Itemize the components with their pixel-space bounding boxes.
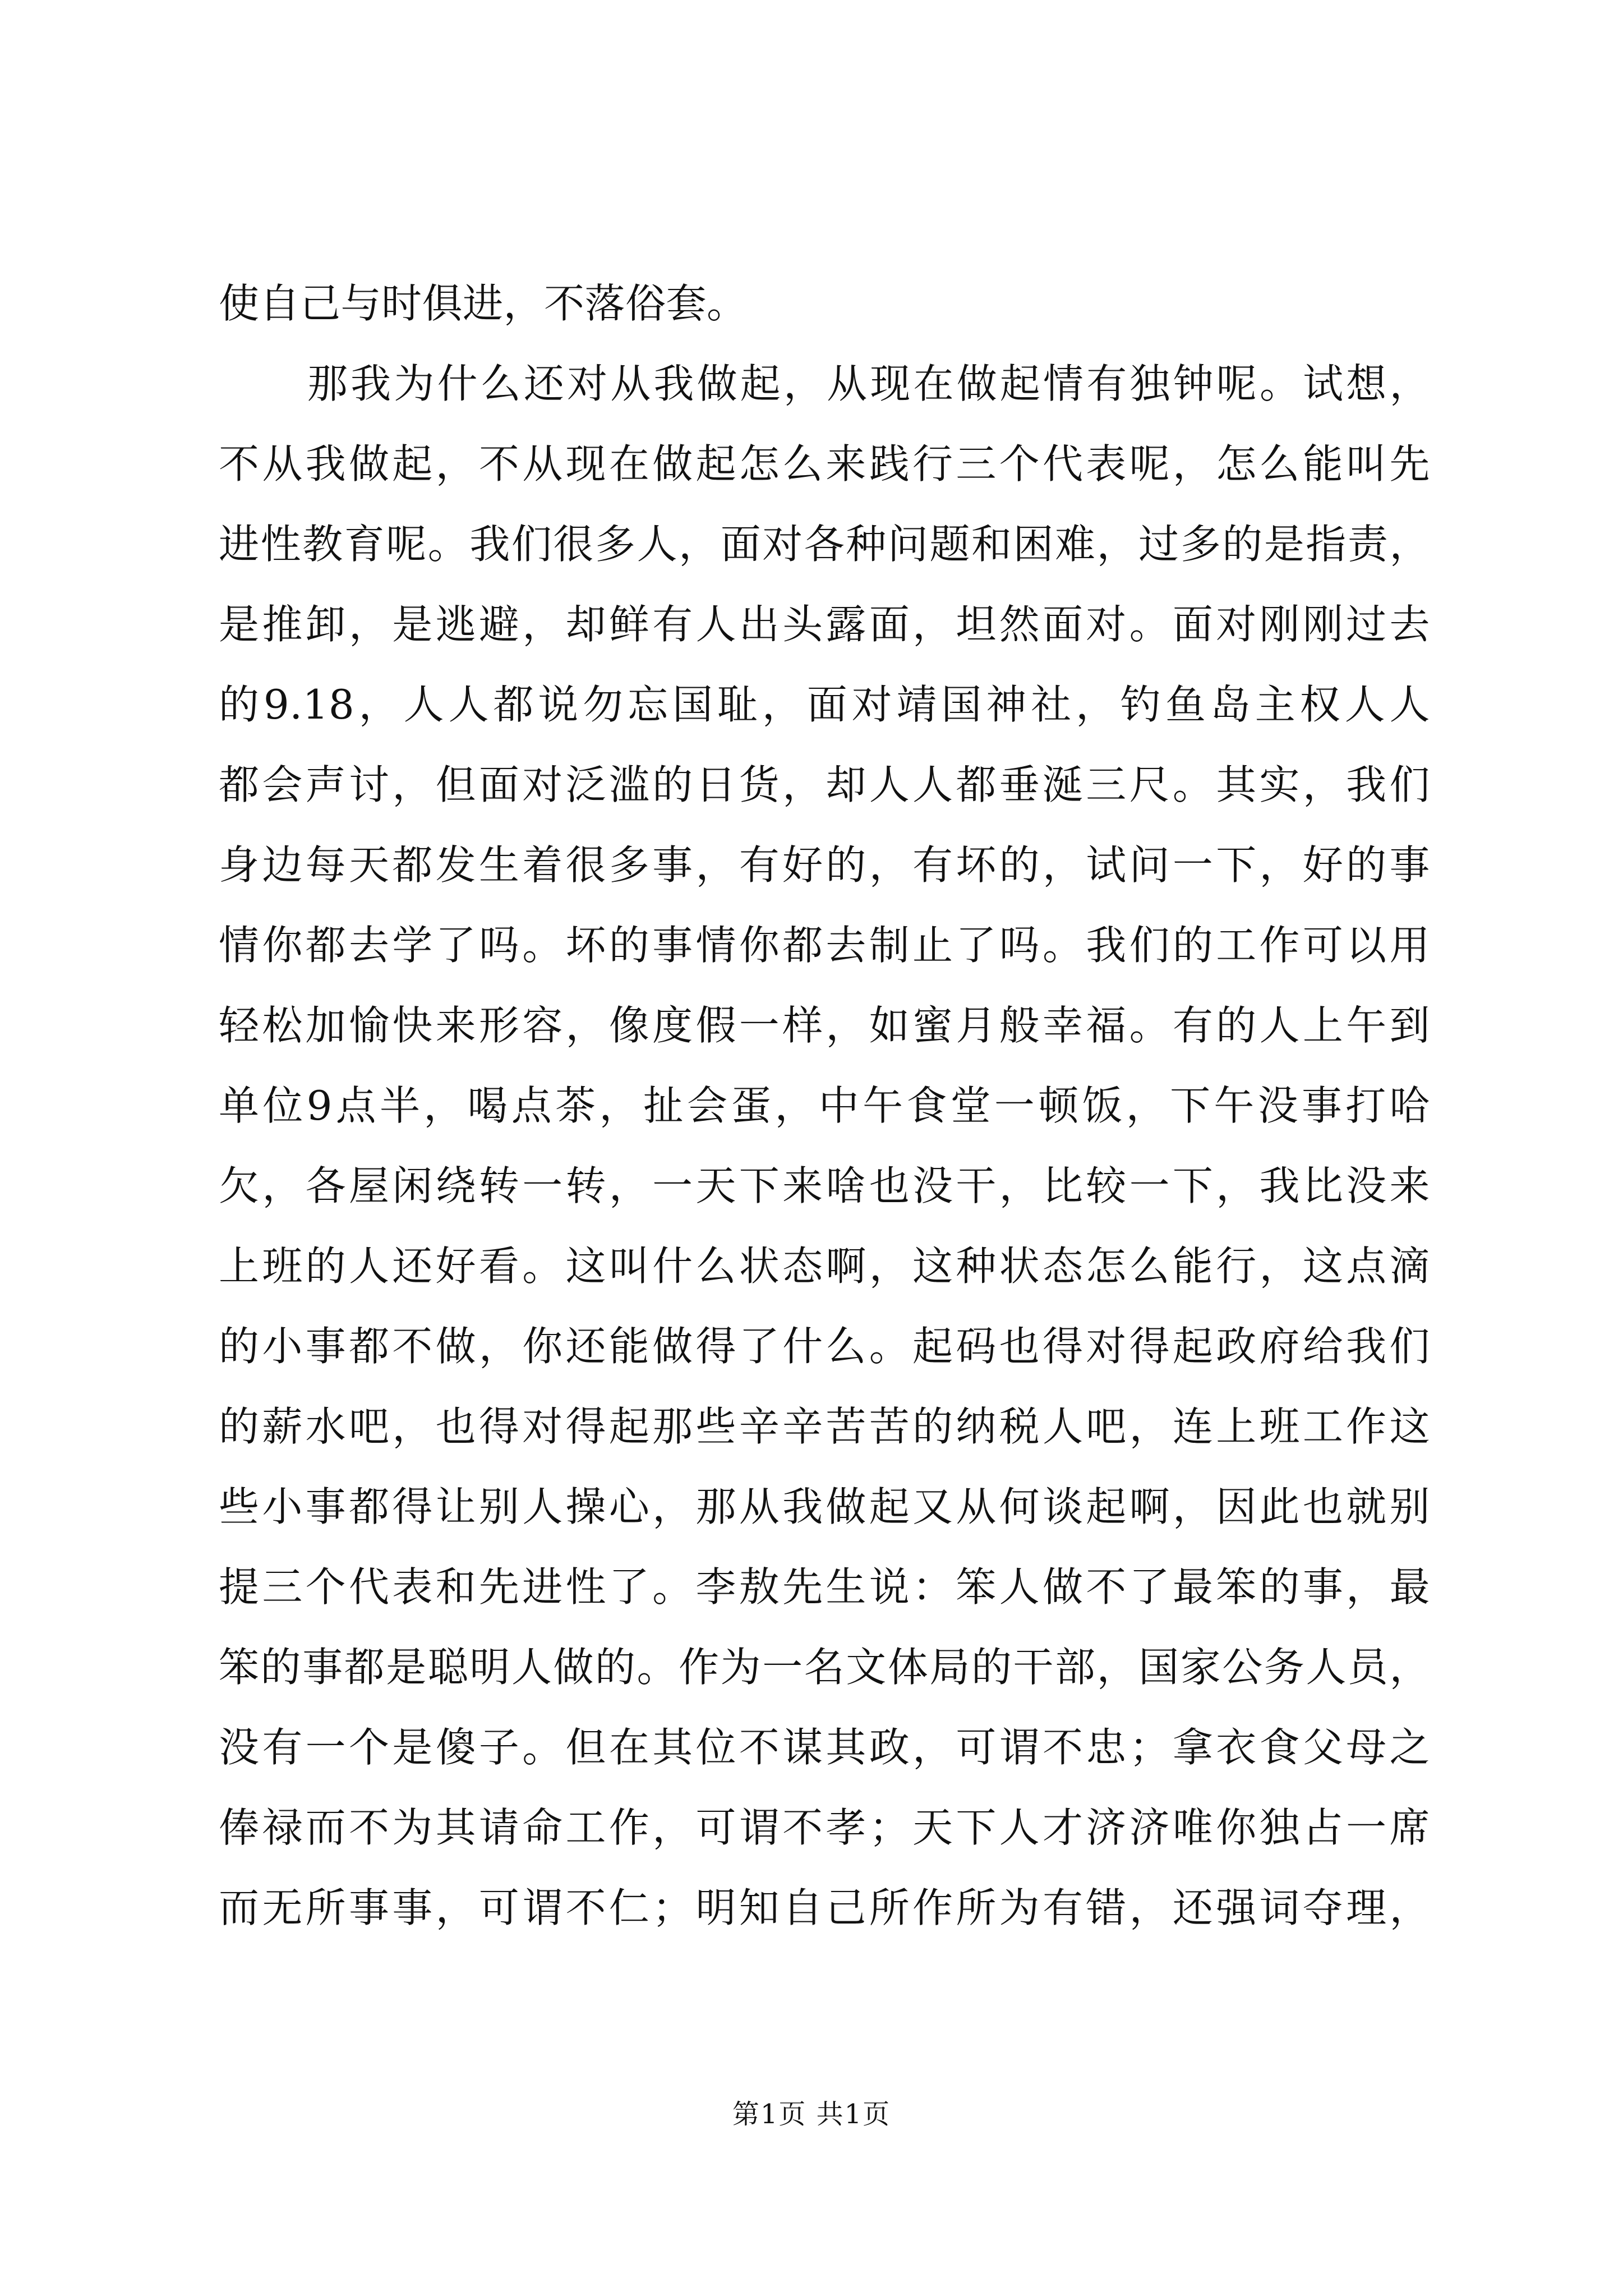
text-line: 些小事都得让别人操心，那从我做起又从何谈起啊，因此也就别: [219, 1483, 1430, 1530]
text-line: 俸禄而不为其请命工作，可谓不孝；天下人才济济唯你独占一席: [219, 1804, 1430, 1851]
text-line: 的9.18，人人都说勿忘国耻，面对靖国神社，钓鱼岛主权人人: [219, 681, 1430, 728]
text-line: 而无所事事，可谓不仁；明知自己所作所为有错，还强词夺理，: [219, 1884, 1430, 1931]
text-line: 的薪水吧，也得对得起那些辛辛苦苦的纳税人吧，连上班工作这: [219, 1403, 1430, 1450]
text-line: 情你都去学了吗。坏的事情你都去制止了吗。我们的工作可以用: [219, 922, 1430, 969]
text-line: 身边每天都发生着很多事，有好的，有坏的，试问一下，好的事: [219, 841, 1430, 889]
text-line: 那我为什么还对从我做起，从现在做起情有独钟呢。试想，: [307, 360, 1430, 407]
text-line: 笨的事都是聪明人做的。作为一名文体局的干部，国家公务人员，: [219, 1644, 1430, 1691]
body-text: [219, 264, 1430, 1948]
text-line: 是推卸，是逃避，却鲜有人出头露面，坦然面对。面对刚刚过去: [219, 601, 1430, 648]
text-line: 进性教育呢。我们很多人，面对各种问题和困难，过多的是指责，: [219, 521, 1430, 568]
text-line: 轻松加愉快来形容，像度假一样，如蜜月般幸福。有的人上午到: [219, 1002, 1430, 1049]
page-number-label: 第1页 共1页: [732, 2099, 891, 2130]
text-line: 单位9点半，喝点茶，扯会蛋，中午食堂一顿饭，下午没事打哈: [219, 1082, 1430, 1129]
text-line: 欠，各屋闲绕转一转，一天下来啥也没干，比较一下，我比没来: [219, 1162, 1430, 1209]
text-line: 不从我做起，不从现在做起怎么来践行三个代表呢，怎么能叫先: [219, 440, 1430, 487]
text-line: 没有一个是傻子。但在其位不谋其政，可谓不忠；拿衣食父母之: [219, 1724, 1430, 1771]
text-line: 提三个代表和先进性了。李敖先生说：笨人做不了最笨的事，最: [219, 1563, 1430, 1611]
text-line: 上班的人还好看。这叫什么状态啊，这种状态怎么能行，这点滴: [219, 1243, 1430, 1290]
text-line: 使自己与时俱进，不落俗套。: [219, 280, 748, 327]
text-line: 的小事都不做，你还能做得了什么。起码也得对得起政府给我们: [219, 1323, 1430, 1370]
page-footer: [0, 2092, 1623, 2131]
text-line: 都会声讨，但面对泛滥的日货，却人人都垂涎三尺。其实，我们: [219, 761, 1430, 808]
